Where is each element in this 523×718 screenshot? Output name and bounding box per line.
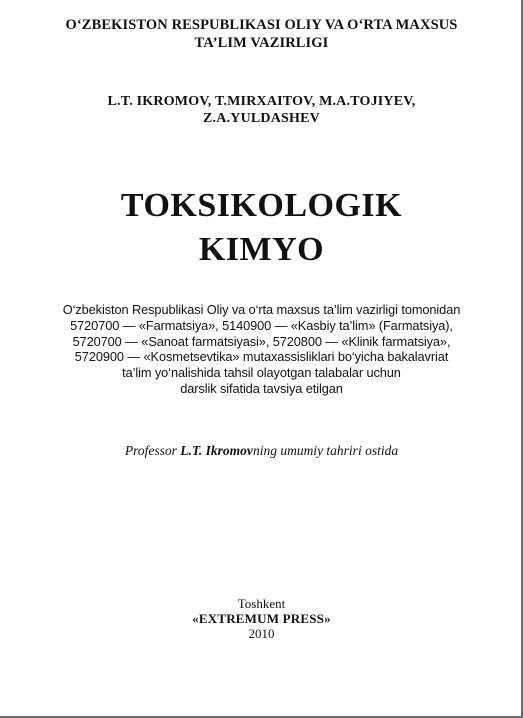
ministry-line-1: O‘ZBEKISTON RESPUBLIKASI OLIY VA O‘RTA MAXSUS	[65, 17, 458, 33]
editor-name: L.T. Ikromov	[180, 443, 253, 458]
description-line: darslik sifatida tavsiya etilgan	[180, 380, 343, 396]
description-line: 5720700 — «Sanoat farmatsiyasi», 5720800 — «Klinik farmatsiya»,	[72, 333, 451, 349]
ministry-line-2: TA’LIM VAZIRLIGI	[194, 35, 329, 51]
description-line: ta’lim yo‘nalishida tahsil olayotgan talabalar uchun	[122, 365, 401, 381]
editor-prefix: Professor	[124, 443, 181, 458]
ministry-header	[0, 16, 523, 52]
description-line: 5720900 — «Kosmetsevtika» mutaxassisliklari bo‘yicha bakalavriat	[74, 349, 449, 365]
description-line: 5720700 — «Farmatsiya», 5140900 — «Kasbiy ta’lim» (Farmatsiya),	[70, 317, 453, 333]
imprint-city: Toshkent	[237, 596, 286, 611]
authors-line-2: Z.A.YULDASHEV	[203, 111, 320, 126]
approval-description	[0, 302, 523, 397]
editor-suffix: ning umumiy tahriri ostida	[252, 443, 399, 458]
imprint	[0, 596, 523, 641]
title-line-1: TOKSIKOLOGIK	[120, 187, 403, 224]
title-line-2: KIMYO	[198, 231, 325, 268]
imprint-year: 2010	[248, 626, 275, 641]
imprint-publisher: «EXTREMUM PRESS»	[192, 611, 331, 626]
description-line: O‘zbekiston Respublikasi Oliy va o‘rta maxsus ta’lim vazirligi tomonidan	[62, 302, 461, 317]
authors-line-1: L.T. IKROMOV, T.MIRXAITOV, M.A.TOJIYEV,	[107, 94, 416, 109]
editor-credit	[0, 443, 523, 459]
book-title	[0, 184, 523, 272]
authors	[0, 93, 523, 127]
